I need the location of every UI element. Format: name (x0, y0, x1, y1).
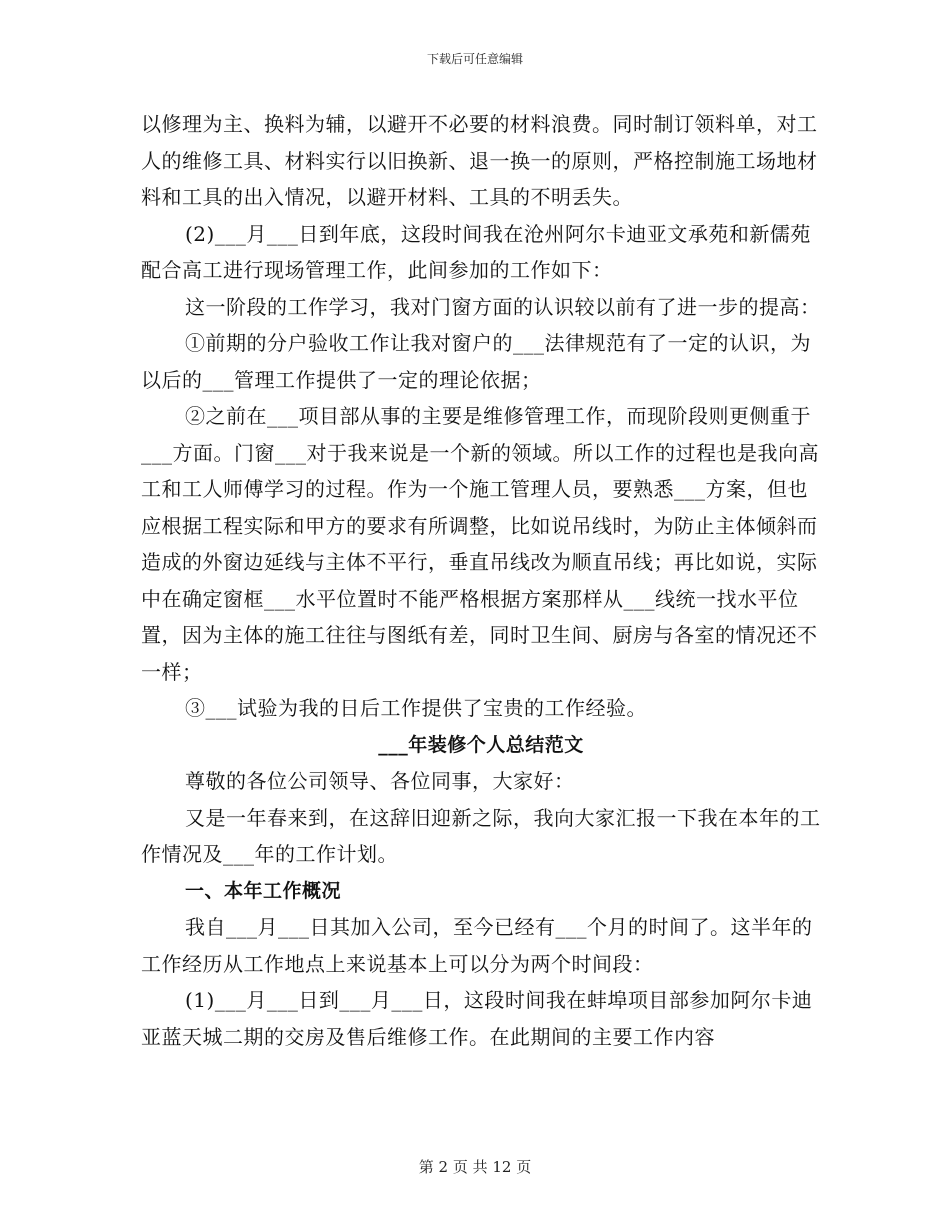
paragraph-stage-learning: 这一阶段的工作学习，我对门窗方面的认识较以前有了进一步的提高： (185, 294, 821, 319)
paragraph-point-2: ②之前在___项目部从事的主要是维修管理工作，而现阶段则更侧重于___方面。门窗___对于我来说是一个新的领域。所以工作的过程也是我向高工和工人师傅学习的过程。作为一个施工管理人员，要熟悉___方案，但也应根据工程实际和甲方的要求有所调整，比如说吊线时，为防止主体倾斜而造成的外窗边延线与主体不平行，垂直吊线改为顺直吊线；再比如说，实际中在确定窗框___水平位置时不能严格根据方案那样从___线统一找水平位置，因为主体的施工往往与图纸有差，同时卫生间、厨房与各室的情况还不一样； (141, 404, 819, 684)
paragraph-intro: 又是一年春来到，在这辞旧迎新之际，我向大家汇报一下我在本年的工作情况及___年的工作计划。 (141, 805, 821, 866)
heading-overview: 一、本年工作概况 (185, 879, 342, 902)
section-title: ___年装修个人总结范文 (378, 733, 584, 756)
paragraph-point-3: ③___试验为我的日后工作提供了宝贵的工作经验。 (185, 696, 647, 720)
document-body (141, 106, 821, 1055)
paragraph-period-1: (1)___月___日到___月___日，这段时间我在蚌埠项目部参加阿尔卡迪亚蓝天城二期的交房及售后维修工作。在此期间的主要工作内容 (141, 988, 813, 1049)
paragraph-period-2: (2)___月___日到年底，这段时间我在沧州阿尔卡迪亚文承苑和新儒苑配合高工进行现场管理工作，此间参加的工作如下： (141, 221, 811, 282)
paragraph-continuation: 以修理为主、换料为辅，以避开不必要的材料浪费。同时制订领料单，对工人的维修工具、材料实行以旧换新、退一换一的原则，严格控制施工场地材料和工具的出入情况，以避开材料、工具的不明丢失。 (141, 112, 818, 209)
paragraph-greeting: 尊敬的各位公司领导、各位同事，大家好： (185, 769, 575, 793)
paragraph-overview: 我自___月___日其加入公司，至今已经有___个月的时间了。这半年的工作经历从工作地点上来说基本上可以分为两个时间段： (141, 915, 813, 976)
page-footer: 第 2 页 共 12 页 (418, 1158, 532, 1176)
paragraph-point-1: ①前期的分户验收工作让我对窗户的___法律规范有了一定的认识，为以后的___管理工作提供了一定的理论依据； (141, 331, 811, 392)
page-header: 下载后可任意编辑 (426, 52, 523, 66)
